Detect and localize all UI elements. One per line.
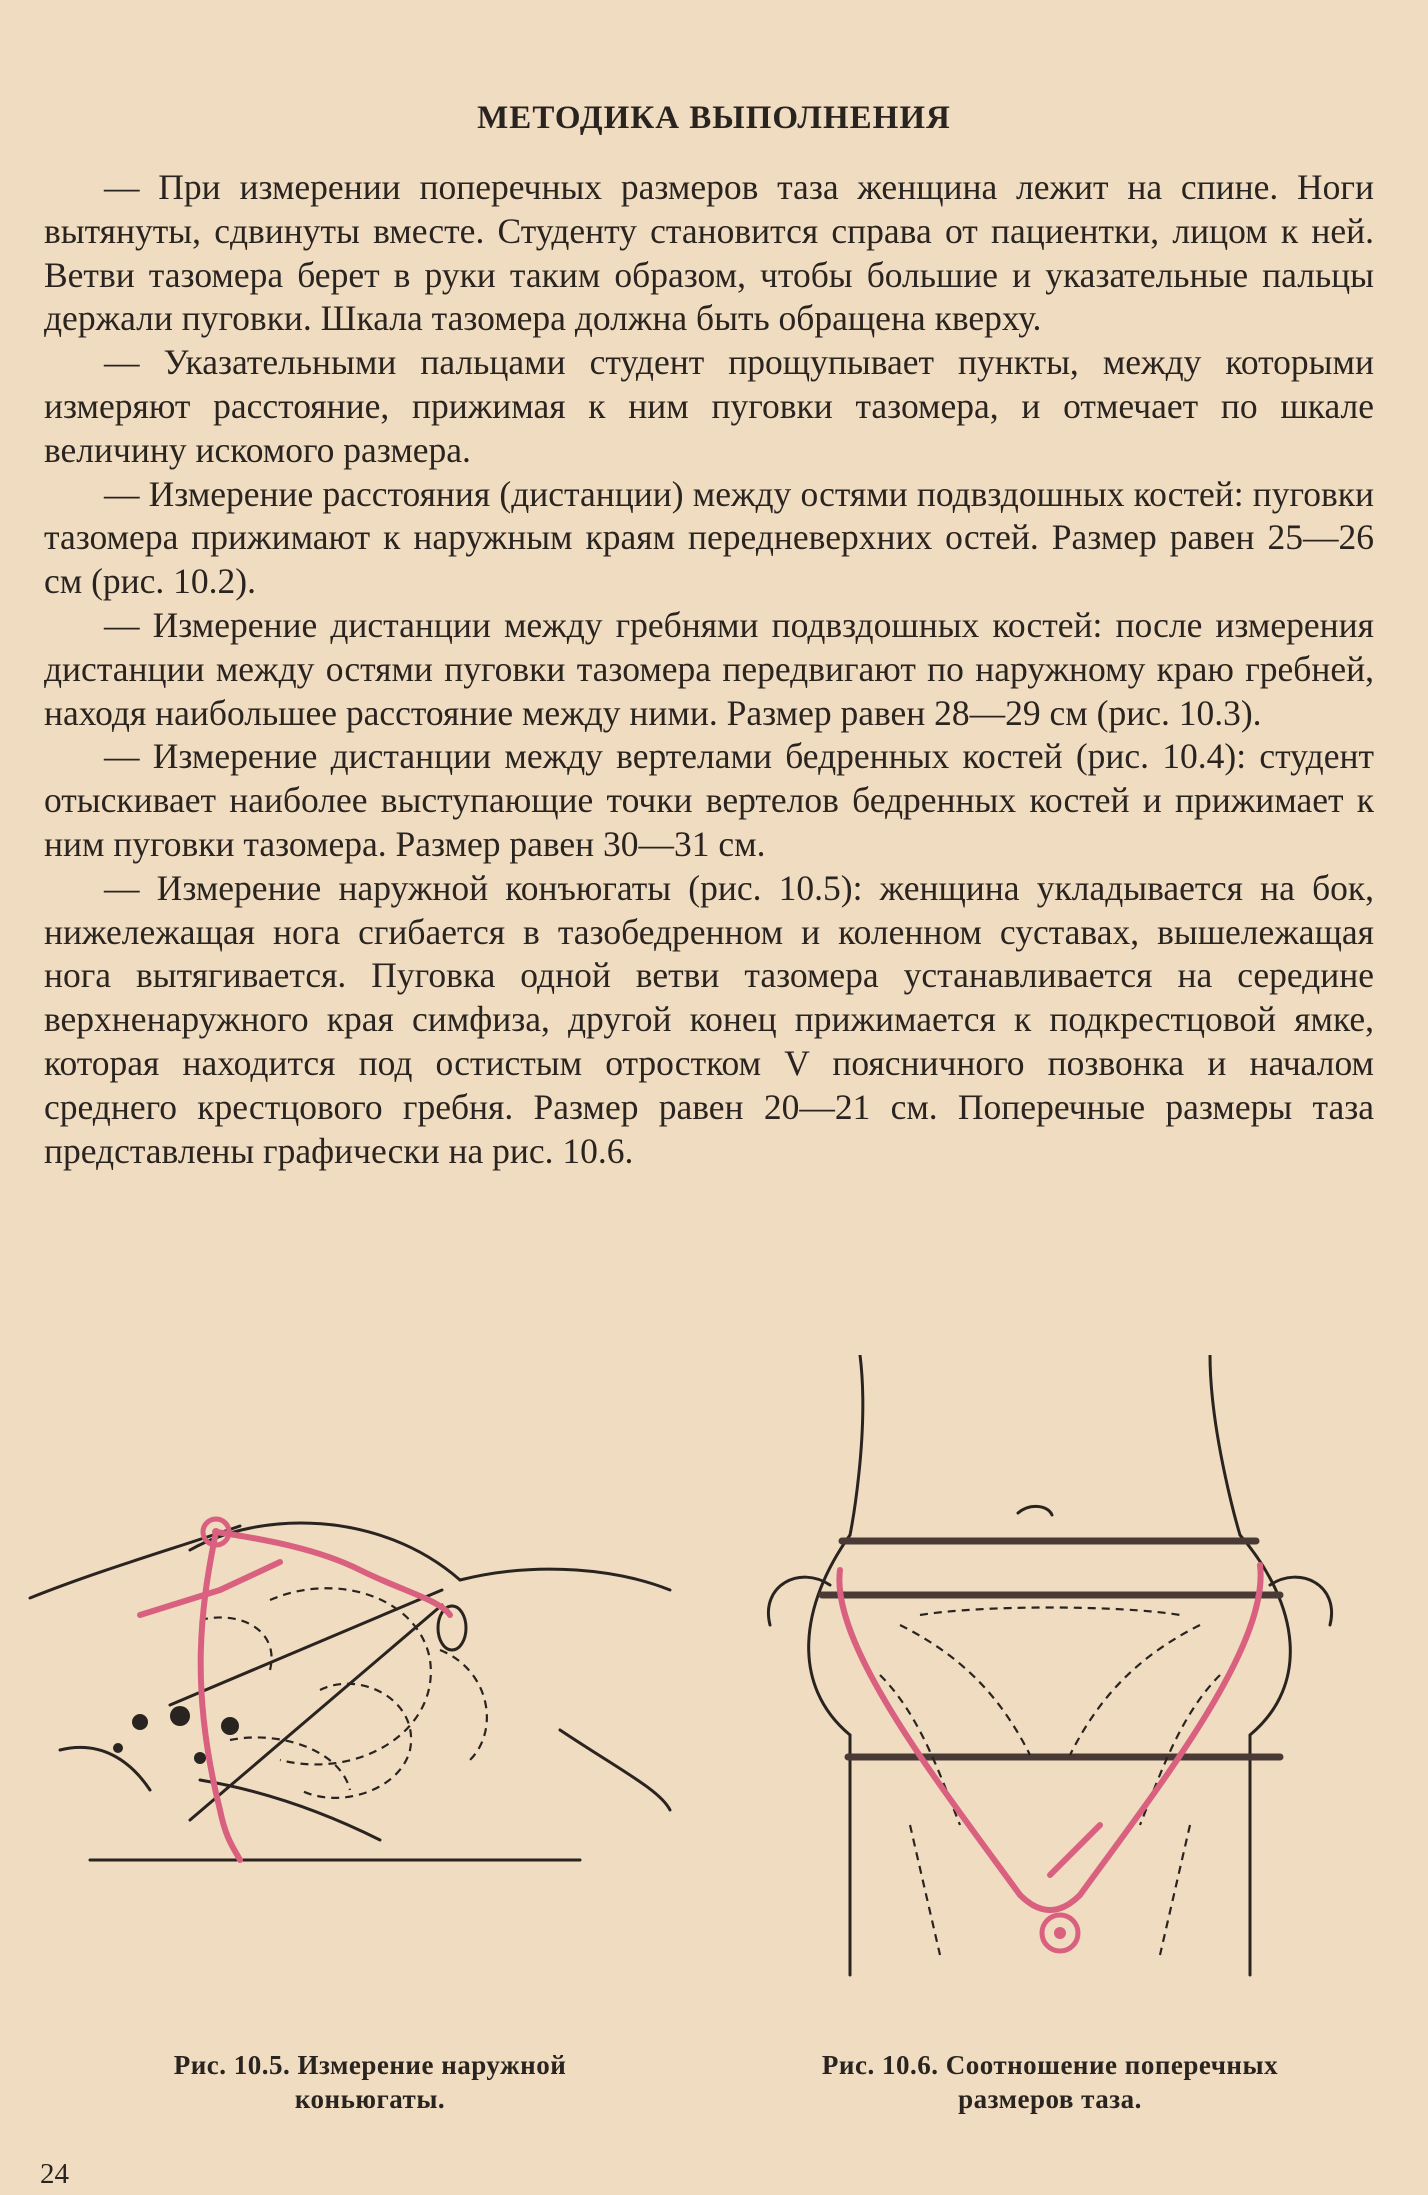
caption-line: размеров таза. <box>958 2084 1142 2114</box>
body-text <box>44 166 1374 1173</box>
figure-10-5-caption <box>40 2048 700 2116</box>
figure-10-6-caption <box>740 2048 1360 2116</box>
caption-line: Рис. 10.5. Измерение наружной <box>173 2050 567 2080</box>
paragraph: — Измерение дистанции между гребнями подвздошных костей: после измерения дистанции между остями пуговки тазомера передвигают по наружному краю гребней, находя наибольшее расстояние между ними. Размер равен 28—29 см (рис. 10.3). <box>44 604 1374 733</box>
paragraph: — Указательными пальцами студент прощупывает пункты, между которыми измеряют расстояние, прижимая к ним пуговки тазомера, и отмечает по шкале величину искомого размера. <box>44 342 1374 470</box>
figure-10-5-illustration <box>20 1490 680 1890</box>
caption-line: Рис. 10.6. Соотношение поперечных <box>821 2050 1279 2080</box>
paragraph: — Измерение дистанции между вертелами бедренных костей (рис. 10.4): студент отыскивает наиболее выступающие точки вертелов бедренных костей и прижимает к ним пуговки тазомера. Размер равен 30—31 см. <box>44 736 1374 864</box>
page-number: 24 <box>40 2158 69 2190</box>
paragraph: — Измерение наружной конъюгаты (рис. 10.5): женщина укладывается на бок, нижележащая нога сгибается в тазобедренном и коленном суставах, вышележащая нога вытягивается. Пуговка одной ветви тазомера устанавливается на середине верхненаружного края симфиза, другой конец прижимается к подкрестцовой ямке, которая находится под остистым отростком V поясничного позвонка и началом среднего крестцового гребня. Размер равен 20—21 см. Поперечные размеры таза представлены графически на рис. 10.6. <box>44 867 1374 1171</box>
paragraph: — Измерение расстояния (дистанции) между остями подвздошных костей: пуговки тазомера прижимают к наружным краям передневерхних остей. Размер равен 25—26 см (рис. 10.2). <box>44 473 1374 602</box>
figure-10-6-illustration <box>740 1355 1360 1985</box>
section-heading: МЕТОДИКА ВЫПОЛНЕНИЯ <box>477 100 951 136</box>
paragraph: — При измерении поперечных размеров таза женщина лежит на спине. Ноги вытянуты, сдвинуты вместе. Студенту становится справа от пациентки, лицом к ней. Ветви тазомера берет в руки таким образом, чтобы большие и указательные пальцы держали пуговки. Шкала тазомера должна быть обращена кверху. <box>44 167 1374 339</box>
caption-line: коньюгаты. <box>294 2084 446 2114</box>
